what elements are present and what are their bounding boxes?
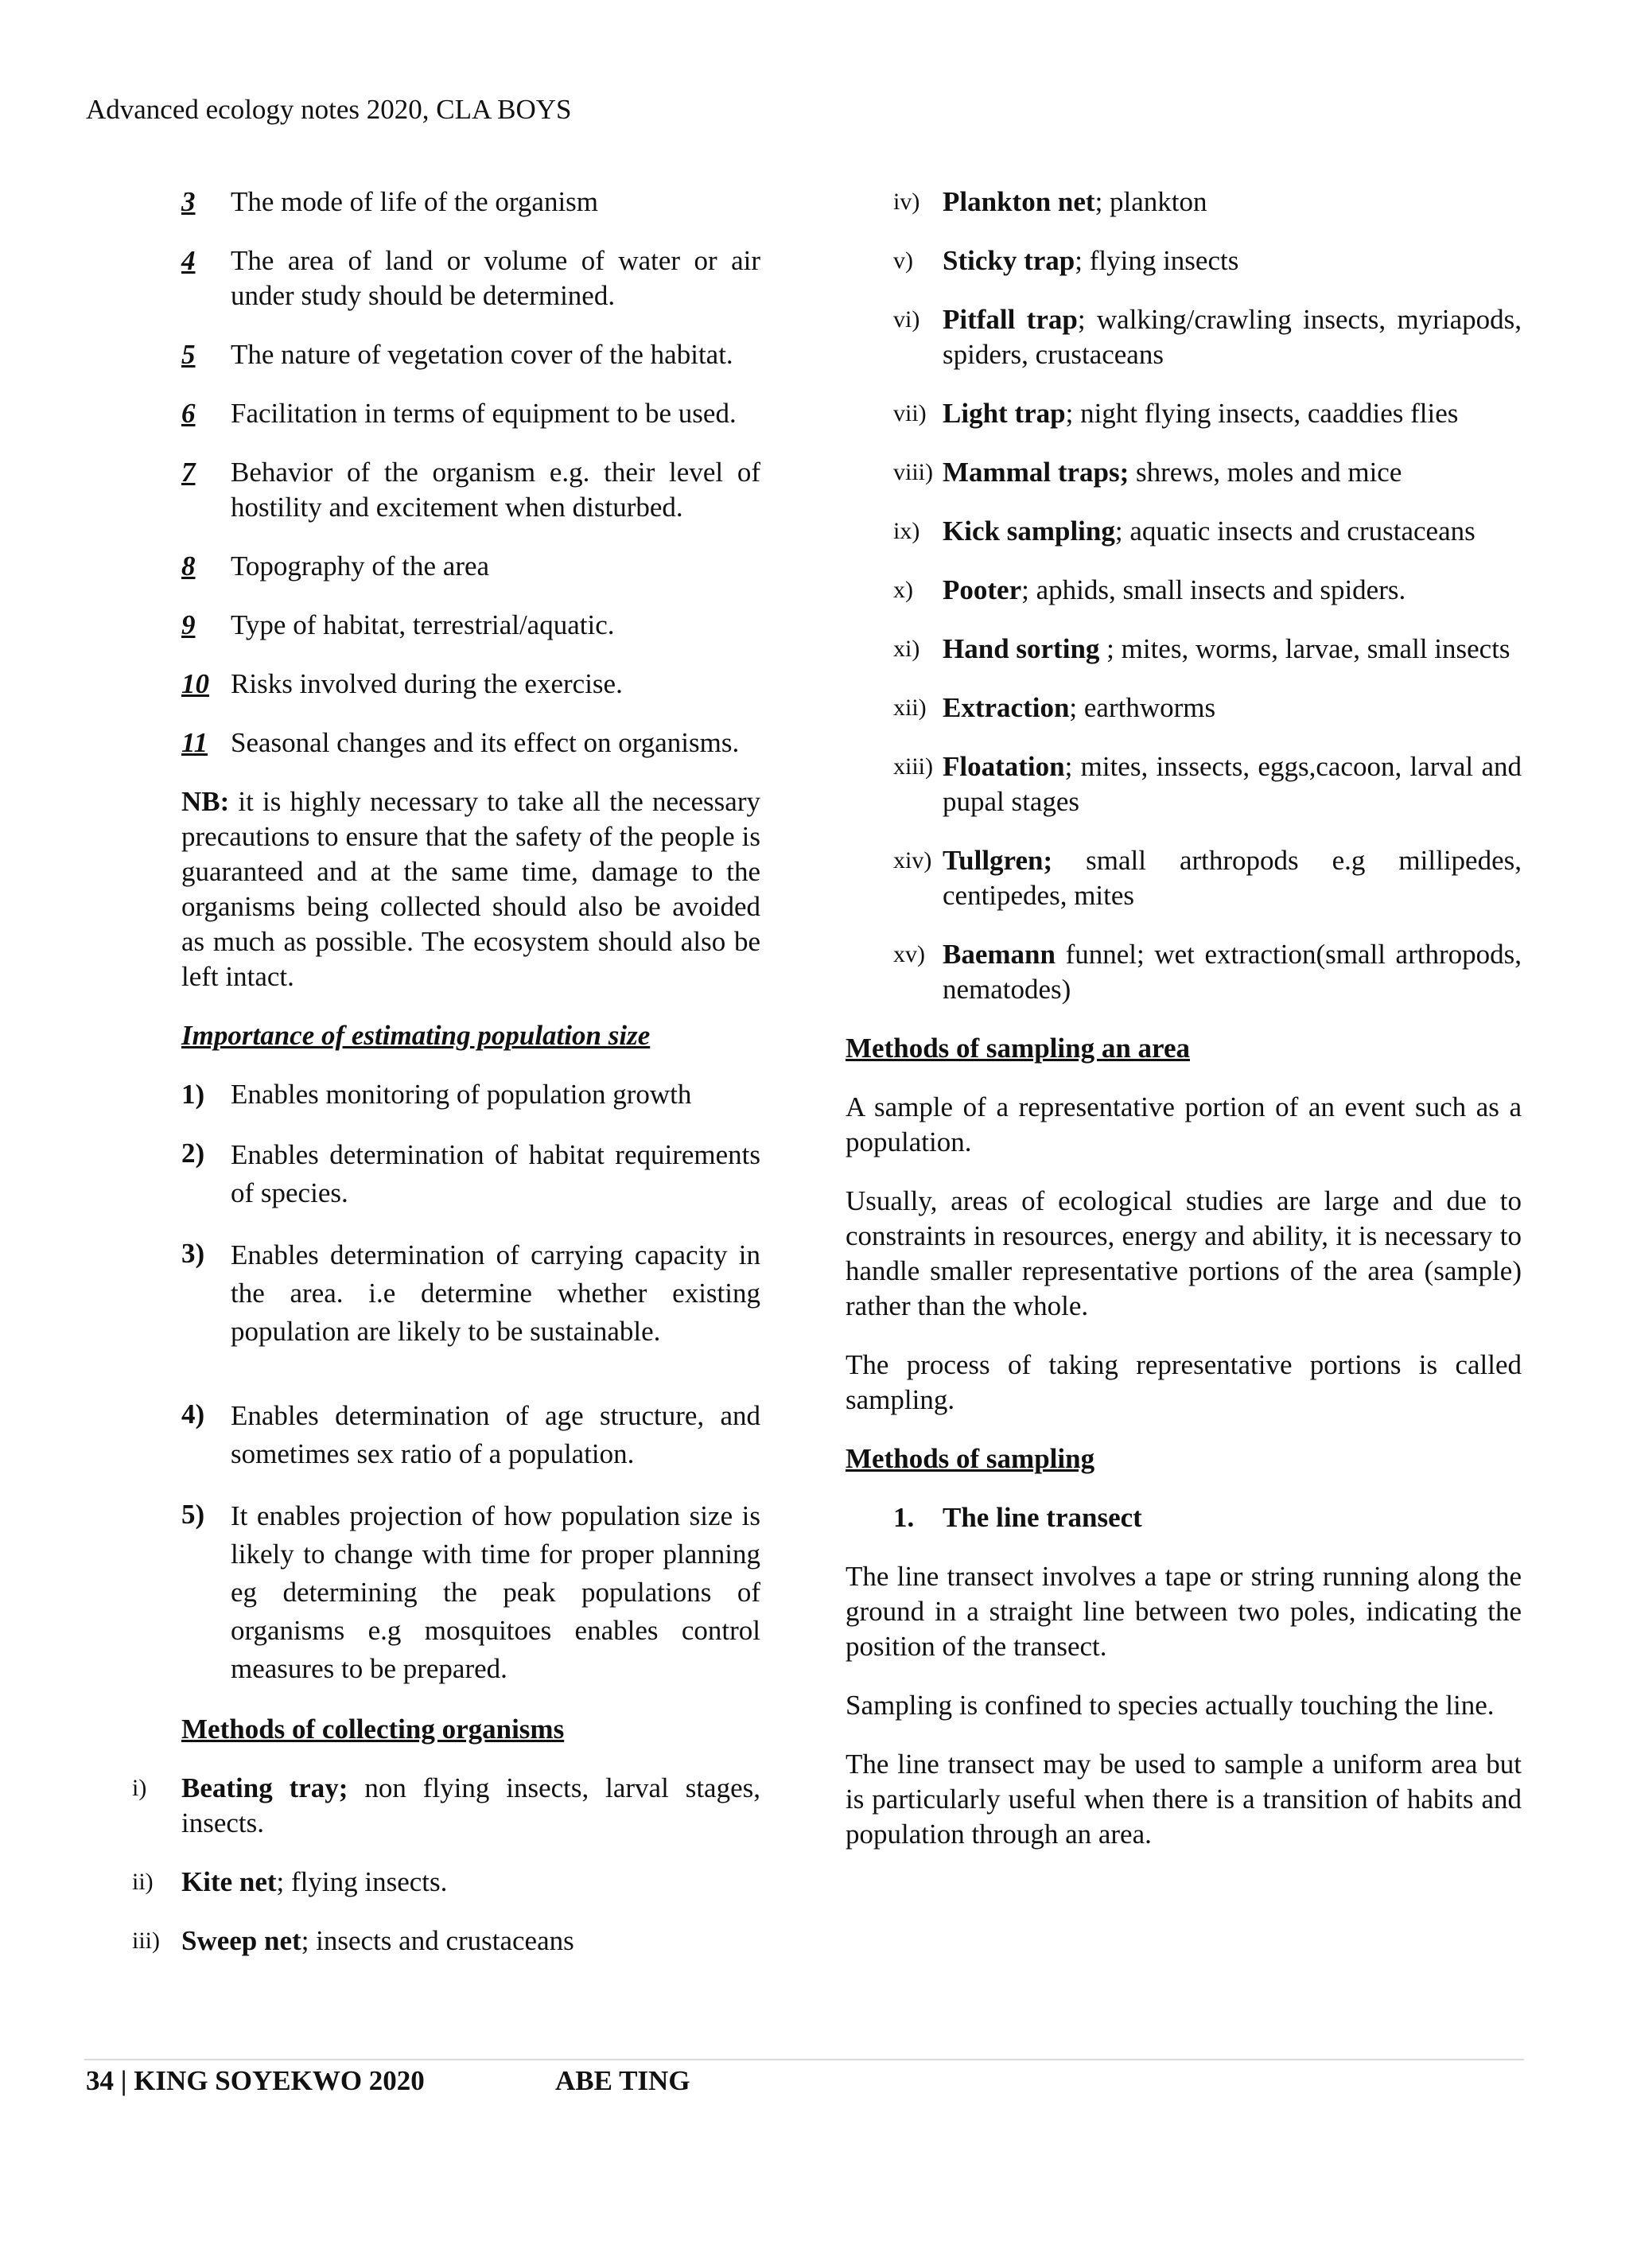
section-heading-importance: Importance of estimating population size [181, 1020, 651, 1051]
item-desc: ; mites, worms, larvae, small insects [1099, 633, 1510, 664]
item-number: xv) [893, 941, 925, 967]
item-text [943, 573, 1522, 608]
item-text [181, 1771, 760, 1841]
list-item [893, 691, 1522, 726]
spacer [181, 1375, 760, 1397]
item-desc: small arthropods e.g millipedes, centipedes, mites [943, 845, 1522, 911]
item-text [943, 514, 1522, 549]
right-column [846, 185, 1522, 1876]
item-text: The mode of life of the organism [231, 186, 599, 217]
item-desc: ; plankton [1094, 186, 1207, 217]
nb-paragraph [181, 784, 760, 994]
item-term: Light trap [943, 398, 1066, 429]
list-item [181, 1397, 760, 1473]
item-desc: ; walking/crawling insects, myriapods, spiders, crustaceans [943, 304, 1522, 370]
list-item [893, 937, 1522, 1007]
item-text [943, 185, 1522, 220]
list-item [181, 726, 760, 761]
item-desc: ; flying insects. [276, 1866, 448, 1897]
item-text [943, 396, 1522, 431]
item-number: iv) [893, 189, 920, 215]
nb-label: NB: [181, 786, 230, 817]
collect-list-continued [893, 185, 1522, 1007]
paragraph: Sampling is confined to species actually touching the line. [846, 1690, 1495, 1721]
item-text: Type of habitat, terrestrial/aquatic. [231, 609, 615, 640]
item-desc: ; aquatic insects and crustaceans [1114, 515, 1475, 547]
item-number: 7 [181, 457, 196, 488]
list-item [893, 243, 1522, 278]
list-item [181, 337, 760, 372]
footer-divider [84, 2059, 1524, 2060]
item-number: vi) [893, 306, 920, 333]
page-footer [86, 2065, 690, 2097]
item-text: Seasonal changes and its effect on organisms. [231, 727, 740, 758]
item-term: Mammal traps; [943, 457, 1129, 488]
subheading-title: The line transect [943, 1502, 1142, 1533]
item-number: 11 [181, 727, 208, 758]
section-heading-collecting: Methods of collecting organisms [181, 1714, 565, 1745]
item-text [181, 1924, 760, 1959]
item-number: xiii) [893, 753, 933, 780]
item-term: Tullgren; [943, 845, 1053, 876]
item-text: Risks involved during the exercise. [231, 668, 623, 699]
item-term: Extraction [943, 692, 1070, 723]
list-item [181, 1077, 760, 1112]
item-number: x) [893, 577, 913, 603]
paragraph: A sample of a representative portion of an event such as a population. [846, 1091, 1522, 1157]
item-text: Enables determination of carrying capacity in the area. i.e determine whether existing population are likely to be sustainable. [231, 1239, 760, 1347]
list-item [893, 302, 1522, 372]
section-heading-sampling: Methods of sampling [846, 1443, 1095, 1474]
item-number: xiv) [893, 847, 932, 873]
item-number: 4 [181, 245, 196, 276]
item-number: xii) [893, 694, 927, 721]
item-text [943, 302, 1522, 372]
item-number: v) [893, 247, 913, 274]
item-number: vii) [893, 400, 927, 426]
list-item [893, 573, 1522, 608]
item-text [943, 691, 1522, 726]
item-term: Kite net [181, 1866, 277, 1897]
list-item [181, 608, 760, 643]
item-text [943, 632, 1522, 667]
item-desc: funnel; wet extraction(small arthropods, nematodes) [943, 939, 1522, 1005]
item-term: Floatation [943, 751, 1065, 782]
item-desc: ; night flying insects, caaddies flies [1065, 398, 1459, 429]
section-heading-sampling-area: Methods of sampling an area [846, 1033, 1190, 1064]
list-item [893, 185, 1522, 220]
item-term: Pitfall trap [943, 304, 1078, 335]
item-desc: ; mites, inssects, eggs,cacoon, larval and pupal stages [943, 751, 1522, 817]
list-item [893, 455, 1522, 490]
list-item [893, 396, 1522, 431]
item-number: 6 [181, 398, 196, 429]
list-item [181, 455, 760, 525]
footer-left: 34 | KING SOYEKWO 2020 [86, 2065, 425, 2096]
list-item [893, 843, 1522, 913]
list-item [893, 514, 1522, 549]
list-item [181, 1236, 760, 1351]
list-item [132, 1771, 760, 1841]
item-number: 9 [181, 609, 196, 640]
list-item [893, 632, 1522, 667]
item-number: ix) [893, 518, 920, 544]
item-number: viii) [893, 459, 933, 485]
item-text: Enables determination of age structure, and sometimes sex ratio of a population. [231, 1400, 760, 1469]
item-number: 3 [181, 186, 196, 217]
item-text [181, 1865, 760, 1900]
item-text: Topography of the area [231, 550, 490, 582]
item-term: Sticky trap [943, 245, 1075, 276]
list-item [181, 1136, 760, 1212]
item-desc: shrews, moles and mice [1129, 457, 1402, 488]
item-text: It enables projection of how population size is likely to change with time for proper planning eg determining the peak populations of organisms e.g mosquitoes enables control measures to be prepared. [231, 1500, 760, 1684]
item-number: 8 [181, 550, 196, 582]
footer-right: ABE TING [555, 2065, 690, 2096]
item-desc: non flying insects, larval stages, insects. [181, 1772, 760, 1838]
item-text [943, 843, 1522, 913]
paragraph: Usually, areas of ecological studies are large and due to constraints in resources, energy and ability, it is necessary to handle smaller representative portions of the area (sample) rather than the whole. [846, 1185, 1522, 1321]
item-text: Enables determination of habitat requirements of species. [231, 1139, 760, 1208]
item-number: 5) [181, 1499, 205, 1530]
item-number: 1) [181, 1079, 205, 1110]
item-term: Sweep net [181, 1925, 301, 1956]
subheading-line-transect [893, 1500, 1522, 1535]
item-number: 3) [181, 1238, 205, 1269]
list-item [181, 1497, 760, 1688]
list-item [132, 1924, 760, 1959]
list-item [181, 185, 760, 220]
page-header: Advanced ecology notes 2020, CLA BOYS [86, 94, 572, 125]
list-item [181, 667, 760, 702]
item-term: Hand sorting [943, 633, 1100, 664]
item-number: 10 [181, 668, 209, 699]
item-term: Beating tray; [181, 1772, 348, 1803]
list-item [181, 243, 760, 313]
list-item [132, 1865, 760, 1900]
item-number: i) [132, 1775, 147, 1801]
subheading-number: 1. [893, 1502, 915, 1533]
item-number: ii) [132, 1869, 154, 1895]
item-desc: ; flying insects [1075, 245, 1239, 276]
item-text [943, 937, 1522, 1007]
item-text: The nature of vegetation cover of the habitat. [231, 339, 733, 370]
item-desc: ; insects and crustaceans [301, 1925, 574, 1956]
left-column [132, 185, 760, 1982]
item-number: 4) [181, 1399, 205, 1430]
paragraph: The line transect may be used to sample a uniform area but is particularly useful when there is a transition of habits and population through an area. [846, 1749, 1522, 1850]
list-item [181, 396, 760, 431]
nb-text: it is highly necessary to take all the necessary precautions to ensure that the safety of the people is guaranteed and at the same time, damage to the organisms being collected should also be avoided as much as possible. The ecosystem should also be left intact. [181, 786, 760, 992]
item-number: xi) [893, 636, 920, 662]
item-text: The area of land or volume of water or air under study should be determined. [231, 245, 760, 311]
list-item [181, 549, 760, 584]
item-number: 5 [181, 339, 196, 370]
paragraph: The line transect involves a tape or string running along the ground in a straight line between two poles, indicating the position of the transect. [846, 1561, 1522, 1662]
item-term: Kick sampling [943, 515, 1115, 547]
item-text [943, 455, 1522, 490]
item-number: 2) [181, 1138, 205, 1169]
paragraph: The process of taking representative portions is called sampling. [846, 1349, 1522, 1415]
list-item [893, 749, 1522, 819]
item-text: Facilitation in terms of equipment to be used. [231, 398, 737, 429]
item-term: Plankton net [943, 186, 1095, 217]
item-text: Enables monitoring of population growth [231, 1079, 692, 1110]
item-desc: ; aphids, small insects and spiders. [1021, 574, 1406, 605]
item-term: Pooter [943, 574, 1022, 605]
item-text: Behavior of the organism e.g. their level of hostility and excitement when disturbed. [231, 457, 760, 523]
item-number: iii) [132, 1928, 160, 1954]
item-term: Baemann [943, 939, 1056, 970]
item-text [943, 243, 1522, 278]
item-text [943, 749, 1522, 819]
item-desc: ; earthworms [1069, 692, 1216, 723]
